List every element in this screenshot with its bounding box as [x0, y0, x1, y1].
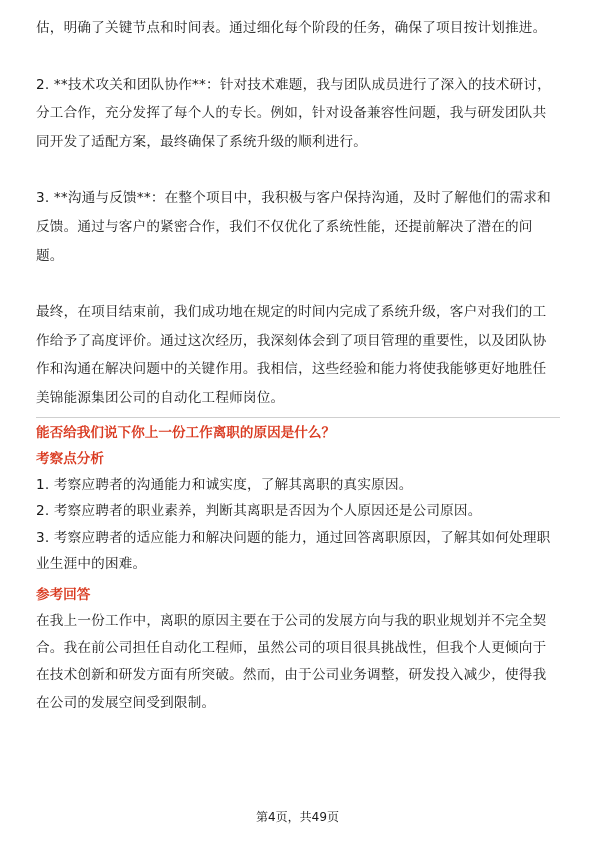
point-2-paragraph: 2. **技术攻关和团队协作**：针对技术难题，我与团队成员进行了深入的技术研讨，分工合作，充分发挥了每个人的专长。例如，针对设备兼容性问题，我与研发团队共同开发了适配方案，最终确保了系统升级的顺利进行。 [36, 76, 551, 150]
interview-question: 能否给我们说下你上一份工作离职的原因是什么？ [36, 424, 336, 441]
analysis-item: 2. 考察应聘者的职业素养，判断其离职是否因为个人原因还是公司原因。 [36, 503, 482, 520]
continuation-paragraph: 估，明确了关键节点和时间表。通过细化每个阶段的任务，确保了项目按计划推进。 [36, 20, 547, 36]
conclusion-paragraph: 最终，在项目结束前，我们成功地在规定的时间内完成了系统升级，客户对我们的工作给予了高度评价。通过这次经历，我深刻体会到了项目管理的重要性，以及团队协作和沟通在解决问题中的关键作用。我相信，这些经验和能力将使我能够更好地胜任美锦能源集团公司的自动化工程师岗位。 [36, 304, 547, 406]
section-divider [36, 417, 560, 418]
reference-answer-heading: 参考回答 [36, 586, 91, 603]
spacer [36, 43, 560, 71]
analysis-item: 1. 考察应聘者的沟通能力和诚实度，了解其离职的真实原因。 [36, 476, 413, 493]
spacer [36, 270, 560, 298]
page-number: 第4页，共49页 [256, 810, 339, 824]
reference-answer-text: 在我上一份工作中，离职的原因主要在于公司的发展方向与我的职业规划并不完全契合。我在前公司担任自动化工程师，虽然公司的项目很具挑战性，但我个人更倾向于在技术创新和研发方面有所突破。然而，由于公司业务调整，研发投入减少，使得我在公司的发展空间受到限制。 [36, 612, 547, 711]
analysis-item: 3. 考察应聘者的适应能力和解决问题的能力，通过回答离职原因，了解其如何处理职业生涯中的困难。 [36, 529, 551, 573]
document-page [36, 14, 560, 717]
spacer [36, 156, 560, 184]
point-3-paragraph: 3. **沟通与反馈**：在整个项目中，我积极与客户保持沟通，及时了解他们的需求和反馈。通过与客户的紧密合作，我们不仅优化了系统性能，还提前解决了潜在的问题。 [36, 190, 551, 264]
analysis-heading: 考察点分析 [36, 450, 104, 467]
